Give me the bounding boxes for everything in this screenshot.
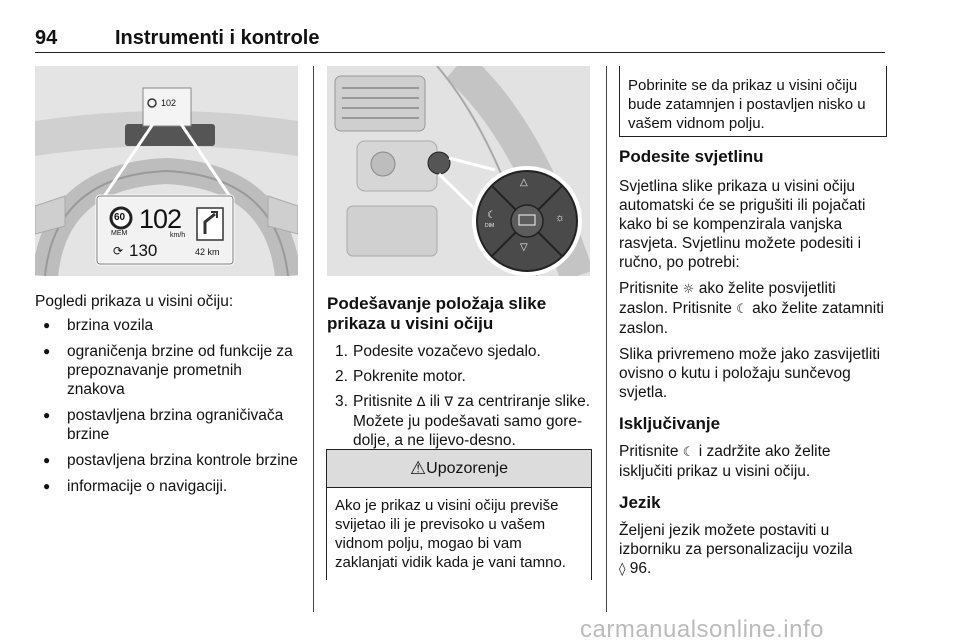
off-paragraph: Pritisnite ☾ i zadržite ako želite isključiti prikaz u visini očiju. [619,443,831,480]
moon-icon: ☾ [487,210,496,221]
sun-icon: ☼ [555,212,566,224]
watermark: carmanualsonline.info [580,616,824,643]
adjust-steps-list [327,342,592,450]
warning-title: Upozorenje [426,459,508,477]
up-arrow-icon: ∆ [416,395,426,410]
hud-bullet-list [35,316,300,496]
page-number: 94 [35,27,58,49]
speed-unit: km/h [170,232,186,239]
brightness-paragraph-2: Pritisnite ☼ ako želite posvijetliti zaslon. Pritisnite ☾ ako želite zatamniti zaslon. [619,280,884,337]
brightness-paragraph-3: Slika privremeno može jako zasvijetliti ovisno o kutu i položaju sunčevog svjetla. [619,346,881,401]
moon-icon: ☾ [682,445,695,460]
column-divider-right [606,66,607,612]
language-heading: Jezik [619,493,661,512]
speed-limit-value: 60 [114,212,126,223]
control-pad-illustration [327,66,590,276]
brightness-paragraph-1: Svjetlina slike prikaza u visini očiju automatski će se prigušiti ili pojačati kako bi se kompenzirala vanjska rasvjeta. Svjetlinu možete podesiti i ručno, po potrebi: [619,178,866,271]
pad-up-icon: △ [520,177,528,188]
hud-illustration [35,66,298,276]
sun-icon: ☼ [682,282,695,297]
list-item: ● postavljena brzina kontrole brzine [35,451,300,470]
cruise-icon: ⟳ [113,244,124,258]
set-speed: 130 [129,241,158,260]
warning-icon: ⚠ [410,458,427,479]
page-header [35,24,885,53]
chapter-title: Instrumenti i kontrole [115,27,320,49]
page-reference-link[interactable]: ◊ 96. [619,560,652,577]
vehicle-speed: 102 [139,204,182,234]
list-item: ● brzina vozila [35,316,300,335]
hud-intro: Pogledi prikaza u visini očiju: [35,293,234,310]
adjust-position-heading: Podešavanje položaja slike prikaza u visini očiju [327,294,547,333]
list-item: 2. Pokrenite motor. [335,368,466,385]
list-item: ● postavljena brzina ograničivača brzine [35,406,300,444]
warning-header [327,450,591,488]
list-item: 3. Pritisnite ∆ ili ∇ za centriranje slike. Možete ju podešavati samo gore-dolje, a ne lijevo-desno. [335,393,591,449]
notice-box [619,66,887,137]
language-paragraph: Željeni jezik možete postaviti u izborniku za personalizaciju vozila ◊ 96. [619,522,853,577]
warning-box [326,449,592,580]
reference-icon: ◊ [619,562,626,577]
left-column-text [35,292,300,503]
column-divider-left [313,66,314,612]
right-column-text [619,147,887,586]
off-heading: Isključivanje [619,414,721,433]
warning-text: Ako je prikaz u visini očiju previše svijetao ili je previsoko u vašem vidnom polju, mogao bi vam zaklanjati vidik kada je vani tamno. [335,497,566,571]
hud-small-speed: 102 [161,98,177,108]
list-item: ● informacije o navigaciji. [35,477,300,496]
pad-down-icon: ▽ [520,242,528,253]
nav-distance: 42 km [195,247,220,257]
moon-icon: ☾ [736,302,748,317]
mem-label: MEM [111,230,128,237]
brightness-heading: Podesite svjetlinu [619,147,764,166]
pad-dim-label: DIM [485,223,495,229]
middle-column-text [327,294,592,456]
list-item: 1. Podesite vozačevo sjedalo. [335,343,541,360]
down-arrow-icon: ∇ [444,395,454,410]
list-item: ● ograničenja brzine od funkcije za prepoznavanje prometnih znakova [35,342,300,399]
notice-text: Pobrinite se da prikaz u visini očiju bude zatamnjen i postavljen nisko u vašem vidnom polju. [628,77,866,132]
